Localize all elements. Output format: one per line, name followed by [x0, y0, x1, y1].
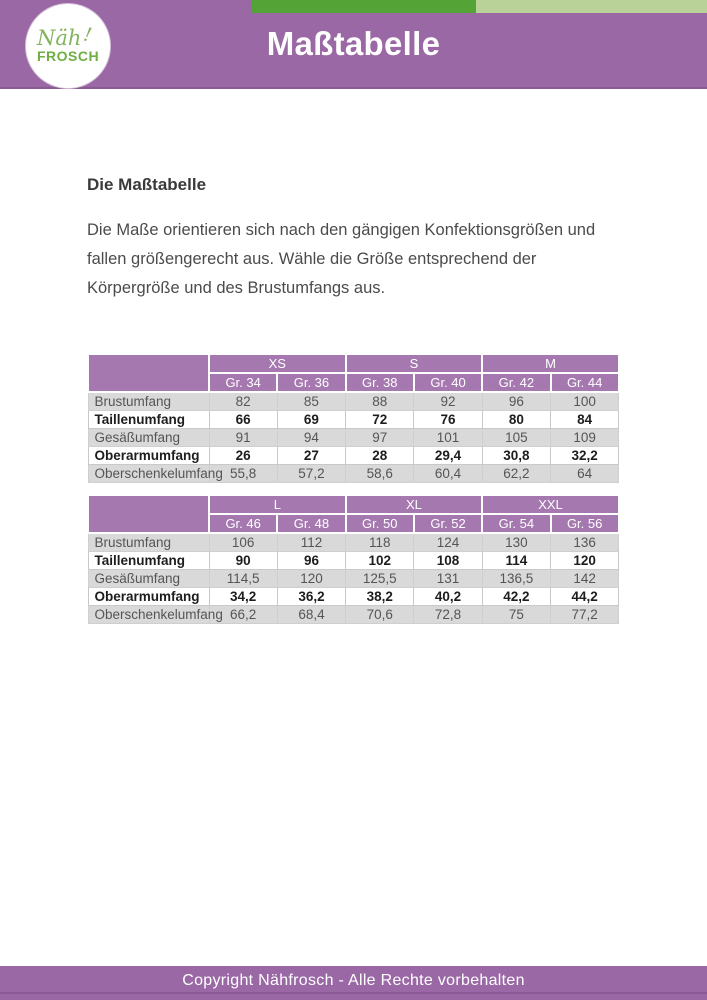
measurement-value: 58,6	[346, 465, 414, 483]
page-header	[0, 0, 707, 89]
size-group-header: L	[209, 495, 346, 514]
table-corner-cell	[88, 495, 209, 533]
measurement-row	[88, 552, 619, 570]
measurement-value: 101	[414, 429, 482, 447]
measurement-value: 105	[482, 429, 550, 447]
measurement-label: Brustumfang	[88, 392, 209, 411]
measurement-row	[88, 533, 619, 552]
measurement-value: 40,2	[414, 588, 482, 606]
logo-script-word: Näh	[36, 26, 82, 50]
measurement-value: 82	[209, 392, 277, 411]
measurement-value: 60,4	[414, 465, 482, 483]
measurement-value: 114,5	[209, 570, 277, 588]
measurement-label: Taillenumfang	[88, 411, 209, 429]
size-column-header: Gr. 40	[414, 373, 482, 392]
measurement-row	[88, 588, 619, 606]
measurement-label: Oberarmumfang	[88, 447, 209, 465]
measurement-value: 29,4	[414, 447, 482, 465]
measurement-value: 90	[209, 552, 277, 570]
measurement-value: 32,2	[551, 447, 619, 465]
measurement-value: 76	[414, 411, 482, 429]
measurement-value: 72,8	[414, 606, 482, 624]
measurement-value: 28	[346, 447, 414, 465]
size-group-header: S	[346, 354, 483, 373]
logo-swash-icon: !	[82, 23, 95, 47]
measurement-value: 92	[414, 392, 482, 411]
measurement-value: 114	[482, 552, 550, 570]
size-column-header: Gr. 46	[209, 514, 277, 533]
measurement-value: 118	[346, 533, 414, 552]
measurement-value: 44,2	[551, 588, 619, 606]
size-column-header: Gr. 56	[551, 514, 619, 533]
measurement-value: 66,2	[209, 606, 277, 624]
measurement-value: 125,5	[346, 570, 414, 588]
logo-caps-text: FROSCH	[36, 48, 100, 64]
measurement-label: Gesäßumfang	[88, 429, 209, 447]
measurement-row	[88, 411, 619, 429]
intro-paragraph: Die Maße orientieren sich nach den gängigen Konfektionsgrößen und fallen größengerecht aus. Wähle die Größe entsprechend der Körpergröße und des Brustumfangs aus.	[87, 221, 596, 297]
page-footer	[0, 966, 707, 1000]
measurement-value: 38,2	[346, 588, 414, 606]
measurement-label: Brustumfang	[88, 533, 209, 552]
measurement-value: 68,4	[277, 606, 345, 624]
measurement-value: 109	[551, 429, 619, 447]
measurement-value: 88	[346, 392, 414, 411]
size-column-header: Gr. 50	[346, 514, 414, 533]
measurement-value: 75	[482, 606, 550, 624]
measurement-value: 91	[209, 429, 277, 447]
measurement-row	[88, 570, 619, 588]
measurement-value: 106	[209, 533, 277, 552]
table-corner-cell	[88, 354, 209, 392]
measurement-value: 80	[482, 411, 550, 429]
measurement-value: 100	[551, 392, 619, 411]
measurement-value: 70,6	[346, 606, 414, 624]
size-group-header: XL	[346, 495, 483, 514]
measurement-value: 69	[277, 411, 345, 429]
size-group-header: XS	[209, 354, 346, 373]
measurement-value: 36,2	[277, 588, 345, 606]
size-column-header: Gr. 52	[414, 514, 482, 533]
measurement-value: 97	[346, 429, 414, 447]
measurement-value: 120	[551, 552, 619, 570]
size-column-header: Gr. 54	[482, 514, 550, 533]
section-heading: Die Maßtabelle	[87, 175, 207, 194]
size-column-header: Gr. 36	[277, 373, 345, 392]
page-title: Maßtabelle	[266, 25, 441, 62]
measurement-value: 57,2	[277, 465, 345, 483]
measurement-row	[88, 429, 619, 447]
measurement-row	[88, 447, 619, 465]
measurement-value: 120	[277, 570, 345, 588]
measurement-value: 108	[414, 552, 482, 570]
measurement-value: 64	[551, 465, 619, 483]
size-column-header: Gr. 48	[277, 514, 345, 533]
logo-script-text	[36, 23, 95, 50]
size-column-header: Gr. 44	[551, 373, 619, 392]
measurement-value: 136,5	[482, 570, 550, 588]
measurement-value: 30,8	[482, 447, 550, 465]
measurement-value: 112	[277, 533, 345, 552]
measurement-label: Oberarmumfang	[88, 588, 209, 606]
size-column-header: Gr. 42	[482, 373, 550, 392]
measurement-value: 131	[414, 570, 482, 588]
header-accent-bar-light	[476, 0, 707, 13]
naehfrosch-logo	[26, 4, 110, 88]
measurement-value: 96	[277, 552, 345, 570]
size-table-xs-s-m	[87, 353, 620, 483]
copyright-text: Copyright Nähfrosch - Alle Rechte vorbehalten	[182, 972, 525, 989]
measurement-value: 94	[277, 429, 345, 447]
measurement-value: 34,2	[209, 588, 277, 606]
size-column-header: Gr. 34	[209, 373, 277, 392]
measurement-value: 62,2	[482, 465, 550, 483]
measurement-value: 55,8	[209, 465, 277, 483]
measurement-value: 72	[346, 411, 414, 429]
measurement-label: Oberschenkelumfang	[88, 606, 209, 624]
size-column-header: Gr. 38	[346, 373, 414, 392]
measurement-label: Oberschenkelumfang	[88, 465, 209, 483]
measurement-value: 136	[551, 533, 619, 552]
size-group-row	[88, 354, 619, 373]
measurement-value: 66	[209, 411, 277, 429]
size-group-header: M	[482, 354, 619, 373]
measurement-value: 96	[482, 392, 550, 411]
measurement-value: 42,2	[482, 588, 550, 606]
measurement-value: 85	[277, 392, 345, 411]
header-accent-bar-dark	[252, 0, 476, 13]
measurement-value: 124	[414, 533, 482, 552]
measurement-value: 26	[209, 447, 277, 465]
measurement-label: Taillenumfang	[88, 552, 209, 570]
measurement-value: 84	[551, 411, 619, 429]
measurement-row	[88, 606, 619, 624]
measurement-value: 77,2	[551, 606, 619, 624]
measurement-row	[88, 392, 619, 411]
measurement-value: 27	[277, 447, 345, 465]
measurement-row	[88, 465, 619, 483]
measurement-label: Gesäßumfang	[88, 570, 209, 588]
measurement-value: 102	[346, 552, 414, 570]
size-table-l-xl-xxl	[87, 494, 620, 624]
measurement-value: 130	[482, 533, 550, 552]
size-group-header: XXL	[482, 495, 619, 514]
size-group-row	[88, 495, 619, 514]
measurement-value: 142	[551, 570, 619, 588]
